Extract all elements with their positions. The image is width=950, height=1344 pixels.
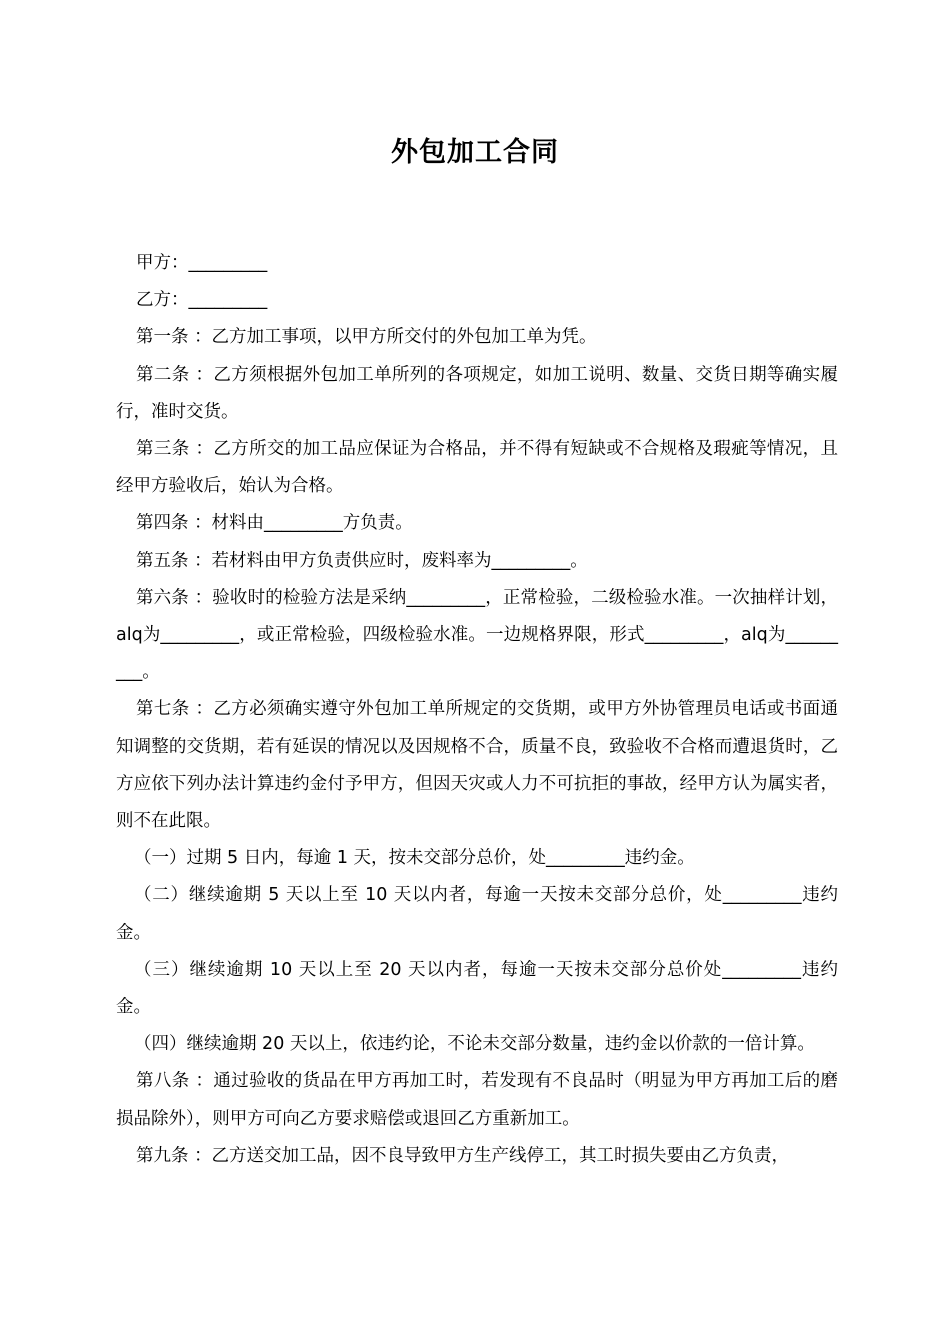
party-a-line: 甲方：_________ [136,253,268,273]
article-2: 第二条 ：乙方须根据外包加工单所列的各项规定，如加工说明、数量、交货日期等确实履行，准时交货。 [116,364,838,422]
article-3: 第三条 ：乙方所交的加工品应保证为合格品，并不得有短缺或不合规格及瑕疵等情况，且经甲方验收后，始认为合格。 [116,439,838,497]
article-6: 第六条 ：验收时的检验方法是采纳_________，正常检验，二级检验水准。一次抽样计划，alq为_________，或正常检验，四级检验水准。一边规格界限，形式_________，alq为_________。 [116,587,838,683]
article-7-item-3: （三）继续逾期 10 天以上至 20 天以内者，每逾一天按未交部分总价处_________违约金。 [116,959,838,1018]
article-7-item-2: （二）继续逾期 5 天以上至 10 天以内者，每逾一天按未交部分总价，处_________违约金。 [116,885,838,943]
document-title: 外包加工合同 [391,137,559,168]
contract-body [116,245,838,1175]
article-7-item-1: （一）过期 5 日内，每逾 1 天，按未交部分总价，处_________违约金。 [134,848,695,869]
article-1: 第一条 ：乙方加工事项，以甲方所交付的外包加工单为凭。 [136,327,597,348]
article-7-item-4: （四）继续逾期 20 天以上，依违约论，不论未交部分数量，违约金以价款的一倍计算。 [134,1034,815,1055]
article-9: 第九条 ：乙方送交加工品，因不良导致甲方生产线停工，其工时损失要由乙方负责， [136,1145,790,1166]
article-4: 第四条 ：材料由_________方负责。 [136,513,413,534]
article-5: 第五条 ：若材料由甲方负责供应时，废料率为_________。 [136,550,588,571]
party-b-line: 乙方：_________ [136,290,268,311]
article-8: 第八条 ：通过验收的货品在甲方再加工时，若发现有不良品时（明显为甲方再加工后的磨损品除外），则甲方可向乙方要求赔偿或退回乙方重新加工。 [116,1071,838,1129]
article-7: 第七条 ：乙方必须确实遵守外包加工单所规定的交货期，或甲方外协管理员电话或书面通知调整的交货期，若有延误的情况以及因规格不合，质量不良，致验收不合格而遭退货时，乙方应依下列办法计算违约金付予甲方，但因天灾或人力不可抗拒的事故，经甲方认为属实者，则不在此限。 [116,699,838,832]
